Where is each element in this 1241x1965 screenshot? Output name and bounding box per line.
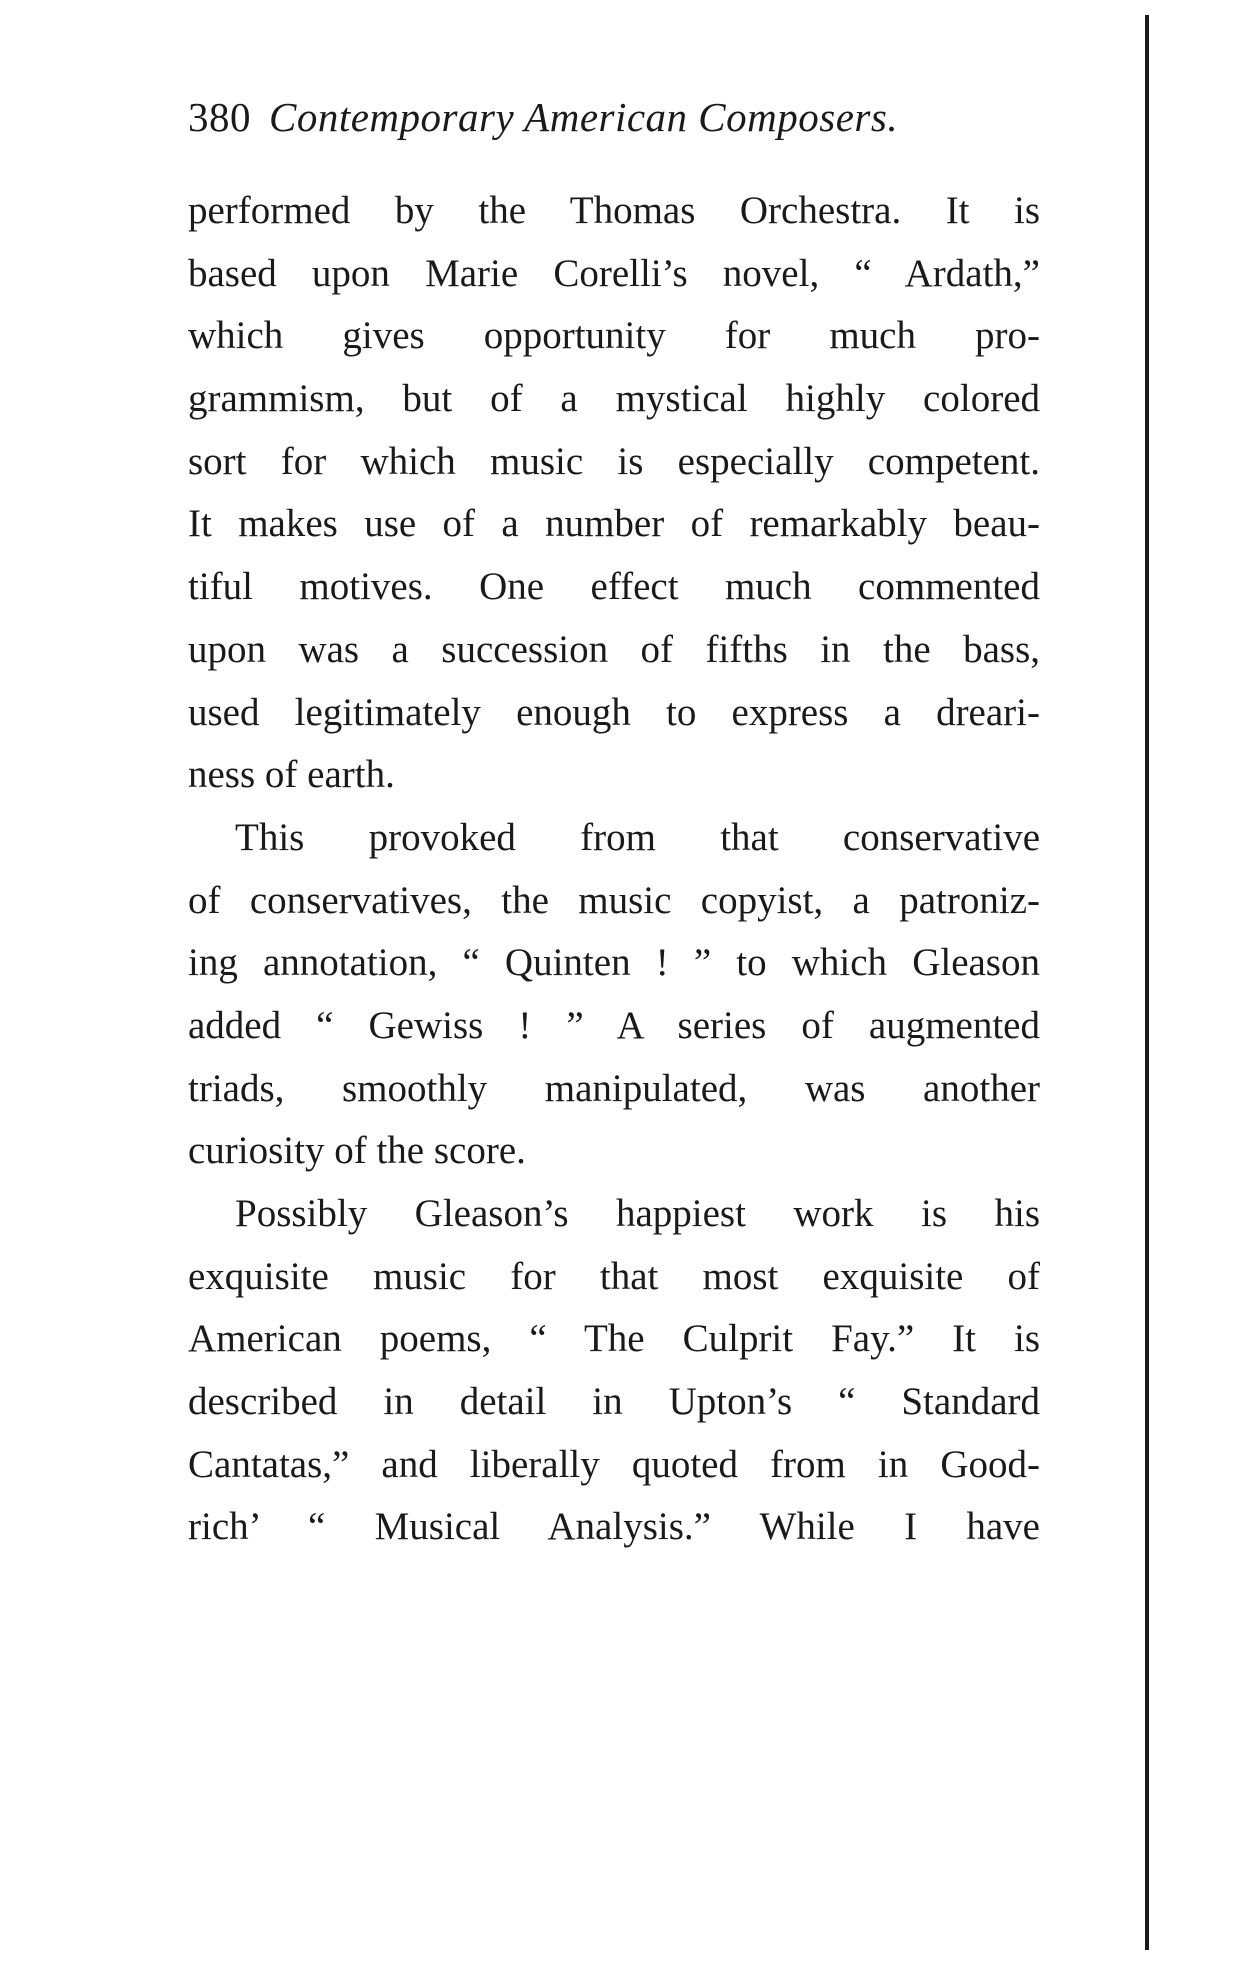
running-title: Contemporary American Composers.	[269, 94, 899, 140]
text-line: described in detail in Upton’s “ Standard	[188, 1380, 1040, 1424]
paragraph	[188, 180, 1040, 807]
text-line: It makes use of a number of remarkably beau-	[188, 502, 1040, 546]
text-line: upon was a succession of fifths in the bass,	[188, 627, 1040, 671]
text-line: Cantatas,” and liberally quoted from in Good-	[188, 1442, 1040, 1486]
text-line: which gives opportunity for much pro-	[188, 314, 1040, 358]
text-line: performed by the Thomas Orchestra. It is	[188, 189, 1040, 232]
running-head	[188, 92, 898, 142]
text-line: Possibly Gleason’s happiest work is his	[235, 1192, 1040, 1235]
page-edge-divider	[1145, 15, 1149, 1950]
body-text	[188, 180, 1040, 1559]
text-line: This provoked from that conservative	[235, 815, 1040, 859]
paragraph	[188, 807, 1040, 1183]
text-line: grammism, but of a mystical highly colored	[188, 377, 1040, 421]
text-line: exquisite music for that most exquisite of	[188, 1254, 1040, 1298]
text-line: sort for which music is especially competent.	[188, 439, 1040, 483]
text-line: of conservatives, the music copyist, a patroniz-	[188, 878, 1040, 922]
text-line: American poems, “ The Culprit Fay.” It is	[188, 1317, 1040, 1361]
text-line: rich’ “ Musical Analysis.” While I have	[188, 1505, 1040, 1549]
text-line: used legitimately enough to express a dreari-	[188, 690, 1040, 734]
text-line: ness of earth.	[188, 753, 395, 797]
text-line: tiful motives. One effect much commented	[188, 565, 1040, 609]
text-line: curiosity of the score.	[188, 1129, 526, 1173]
page-number: 380	[188, 94, 251, 140]
text-line: triads, smoothly manipulated, was another	[188, 1066, 1040, 1110]
text-line: based upon Marie Corelli’s novel, “ Ardath,”	[188, 251, 1040, 295]
paragraph	[188, 1183, 1040, 1559]
text-line: added “ Gewiss ! ” A series of augmented	[188, 1003, 1040, 1047]
text-line: ing annotation, “ Quinten ! ” to which Gleason	[188, 941, 1040, 985]
